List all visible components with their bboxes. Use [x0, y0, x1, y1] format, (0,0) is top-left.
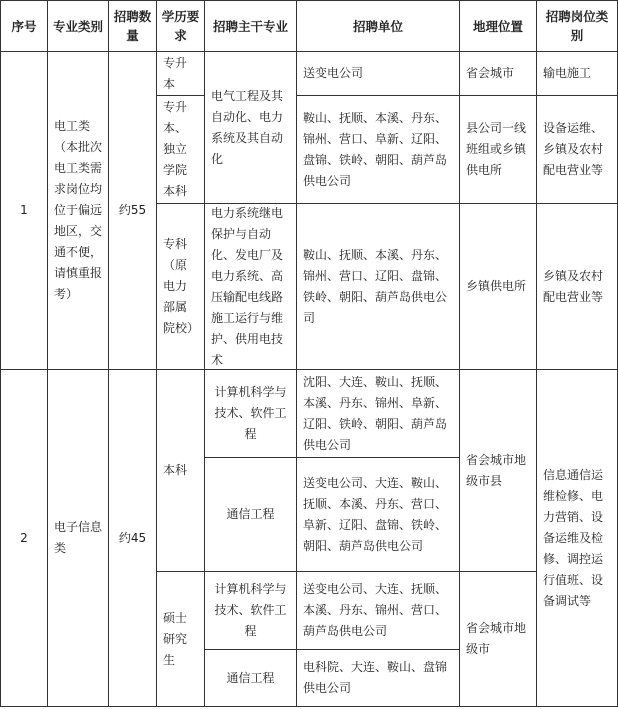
row2-unit-1: 沈阳、大连、鞍山、抚顺、本溪、丹东、锦州、阜新、辽阳、铁岭、朝阳、葫芦岛供电公司 [297, 370, 460, 458]
row1-unit-b: 鞍山、抚顺、本溪、丹东、锦州、营口、阜新、辽阳、盘锦、铁岭、朝阳、葫芦岛供电公司 [297, 96, 460, 204]
row2-major: 电子信息类 [48, 370, 109, 707]
row2-loc-b: 省会城市地级市 [460, 572, 537, 707]
row2-position: 信息通信运维检修、电力营销、设备运维及检修、调控运行值班、设备调试等 [537, 370, 618, 707]
header-no: 序号 [0, 0, 48, 52]
header-major: 专业类别 [48, 0, 109, 52]
row2-main-major-4: 通信工程 [205, 650, 297, 707]
row2-unit-4: 电科院、大连、鞍山、盘锦供电公司 [297, 650, 460, 707]
row1-loc-c: 乡镇供电所 [460, 204, 537, 370]
row1-pos-a: 输电施工 [537, 52, 618, 96]
row1-unit-a: 送变电公司 [297, 52, 460, 96]
row1-main-major-c: 电力系统继电保护与自动化、发电厂及电力系统、高压输配电线路施工运行与维护、供用电技术 [205, 204, 297, 370]
row2-edu-a: 本科 [157, 370, 205, 572]
row1-edu-c: 专科（原电力部属院校） [157, 204, 205, 370]
row2-main-major-3: 计算机科学与技术、软件工程 [205, 572, 297, 650]
row1-loc-a: 省会城市 [460, 52, 537, 96]
row1-no: 1 [0, 52, 48, 370]
row2-count: 约45 [109, 370, 157, 707]
row1-count: 约55 [109, 52, 157, 370]
row1-edu-a: 专升本 [157, 52, 205, 96]
header-location: 地理位置 [460, 0, 537, 52]
row1-loc-b: 县公司一线班组或乡镇供电所 [460, 96, 537, 204]
row2-main-major-1: 计算机科学与技术、软件工程 [205, 370, 297, 458]
row2-loc-a: 省会城市地级市县 [460, 370, 537, 572]
row1-major: 电工类（本批次电工类需求岗位均位于偏远地区，交通不便，请慎重报考） [48, 52, 109, 370]
header-units: 招聘单位 [297, 0, 460, 52]
header-count: 招聘数量 [109, 0, 157, 52]
row1-main-major-ab: 电气工程及其自动化、电力系统及其自动化 [205, 52, 297, 204]
header-edu: 学历要求 [157, 0, 205, 52]
row2-main-major-2: 通信工程 [205, 458, 297, 572]
row1-edu-b: 专升本、独立学院本科 [157, 96, 205, 204]
row1-unit-c: 鞍山、抚顺、本溪、丹东、锦州、营口、辽阳、盘锦、铁岭、朝阳、葫芦岛供电公司 [297, 204, 460, 370]
row2-no: 2 [0, 370, 48, 707]
header-position: 招聘岗位类别 [537, 0, 618, 52]
row2-unit-3: 送变电公司、大连、抚顺、本溪、丹东、锦州、营口、葫芦岛供电公司 [297, 572, 460, 650]
row2-unit-2: 送变电公司、大连、鞍山、抚顺、本溪、丹东、营口、阜新、辽阳、盘锦、铁岭、朝阳、葫芦岛供电公司 [297, 458, 460, 572]
row1-pos-c: 乡镇及农村配电营业等 [537, 204, 618, 370]
row2-edu-b: 硕士研究生 [157, 572, 205, 707]
row1-pos-b: 设备运维、乡镇及农村配电营业等 [537, 96, 618, 204]
header-main-major: 招聘主干专业 [205, 0, 297, 52]
